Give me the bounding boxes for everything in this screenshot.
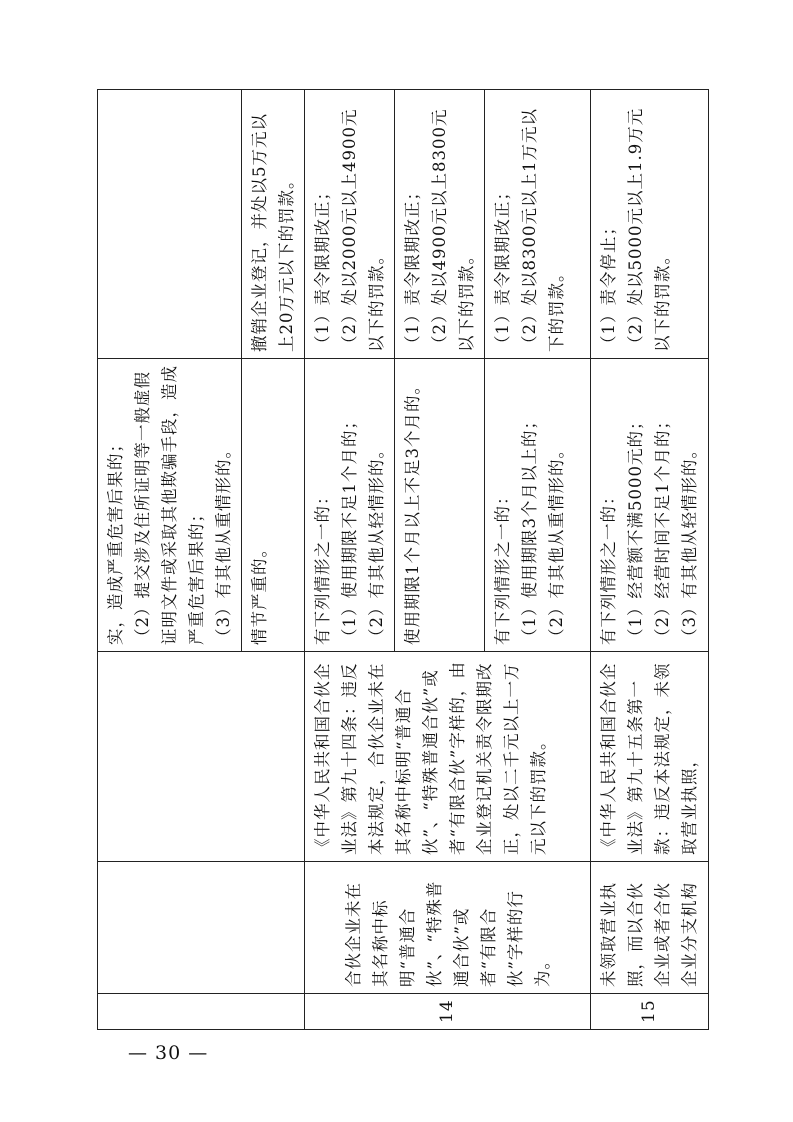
legal-basis	[98, 652, 305, 862]
circumstance-line: （2）有其他从轻情形的。	[367, 441, 386, 645]
circumstance-line: （3）有其他从重情形的。	[214, 441, 233, 645]
penalty-line: （1）责令停止；	[599, 218, 618, 352]
circumstance-line: （3）有其他从轻情形的。	[680, 441, 699, 645]
rotated-page	[97, 90, 699, 1030]
circumstance-line: （1）使用期限不足1个月的；	[340, 412, 359, 645]
circumstance-cell	[591, 359, 709, 652]
row-number: 15	[591, 994, 709, 1030]
circumstance-cell	[98, 359, 242, 652]
penalty-table	[97, 89, 709, 1030]
penalty-cell	[305, 90, 395, 359]
penalty-line: （1）责令限期改正；	[403, 183, 422, 352]
violation-behavior: 合伙企业未在其名称中标明“普通合伙”、“特殊普通合伙”或者“有限合伙”字样的行为。	[305, 862, 591, 994]
circumstance-line: 情节严重的。	[250, 540, 269, 645]
circumstance-cell	[242, 359, 305, 652]
table-row-15	[591, 90, 709, 1030]
penalty-line: （2）处以5000元以上1.9万元以下的罚款。	[626, 107, 672, 352]
page-number: — 30 —	[128, 1042, 209, 1064]
penalty-cell	[242, 90, 305, 359]
penalty-line: （2）处以2000元以上4900元以下的罚款。	[340, 108, 386, 352]
legal-basis: 《中华人民共和国合伙企业法》第九十五条第一款：违反本法规定，未领取营业执照，	[591, 652, 709, 862]
penalty-cell	[485, 90, 591, 359]
circumstance-line: 使用期限1个月以上不足3个月的。	[403, 377, 422, 645]
circumstance-cell	[305, 359, 395, 652]
violation-behavior: 未领取营业执照，而以合伙企业或者合伙企业分支机构	[591, 862, 709, 994]
penalty-line: （1）责令限期改正；	[493, 183, 512, 352]
penalty-line: （1）责令限期改正；	[313, 183, 332, 352]
circumstance-line: （2）提交涉及住所证明等一般虚假证明文件或采取其他欺骗手段，造成严重危害后果的；	[133, 365, 206, 645]
circumstance-line: 有下列情形之一的：	[313, 487, 332, 645]
penalty-cell	[395, 90, 485, 359]
table-row-14-a	[305, 90, 395, 1030]
violation-behavior	[98, 862, 305, 994]
circumstance-line: （1）经营额不满5000元的；	[626, 412, 645, 645]
penalty-line: （2）处以4900元以上8300元以下的罚款。	[430, 108, 476, 352]
penalty-cell	[98, 90, 242, 359]
circumstance-line: （2）经营时间不足1个月的；	[653, 412, 672, 645]
legal-basis: 《中华人民共和国合伙企业法》第九十四条：违反本法规定，合伙企业未在其名称中标明“普通合伙”、“特殊普通合伙”或者“有限合伙”字样的，由企业登记机关责令限期改正，处以二千元以上一万元以下的罚款。	[305, 652, 591, 862]
penalty-line: （2）处以8300元以上1万元以下的罚款。	[520, 108, 566, 352]
penalty-line: 撤销企业登记，并处以5万元以上20万元以下的罚款。	[250, 113, 296, 352]
penalty-cell	[591, 90, 709, 359]
row-number: 14	[305, 994, 591, 1030]
circumstance-line: （2）有其他从重情形的。	[547, 441, 566, 645]
circumstance-line: 实，造成严重危害后果的；	[106, 435, 125, 645]
circumstance-line: （1）使用期限3个月以上的；	[520, 412, 539, 645]
circumstance-cell	[485, 359, 591, 652]
circumstance-cell	[395, 359, 485, 652]
row-number	[98, 994, 305, 1030]
circumstance-line: 有下列情形之一的：	[493, 487, 512, 645]
table-row-continuation	[98, 90, 242, 1030]
circumstance-line: 有下列情形之一的：	[599, 487, 618, 645]
